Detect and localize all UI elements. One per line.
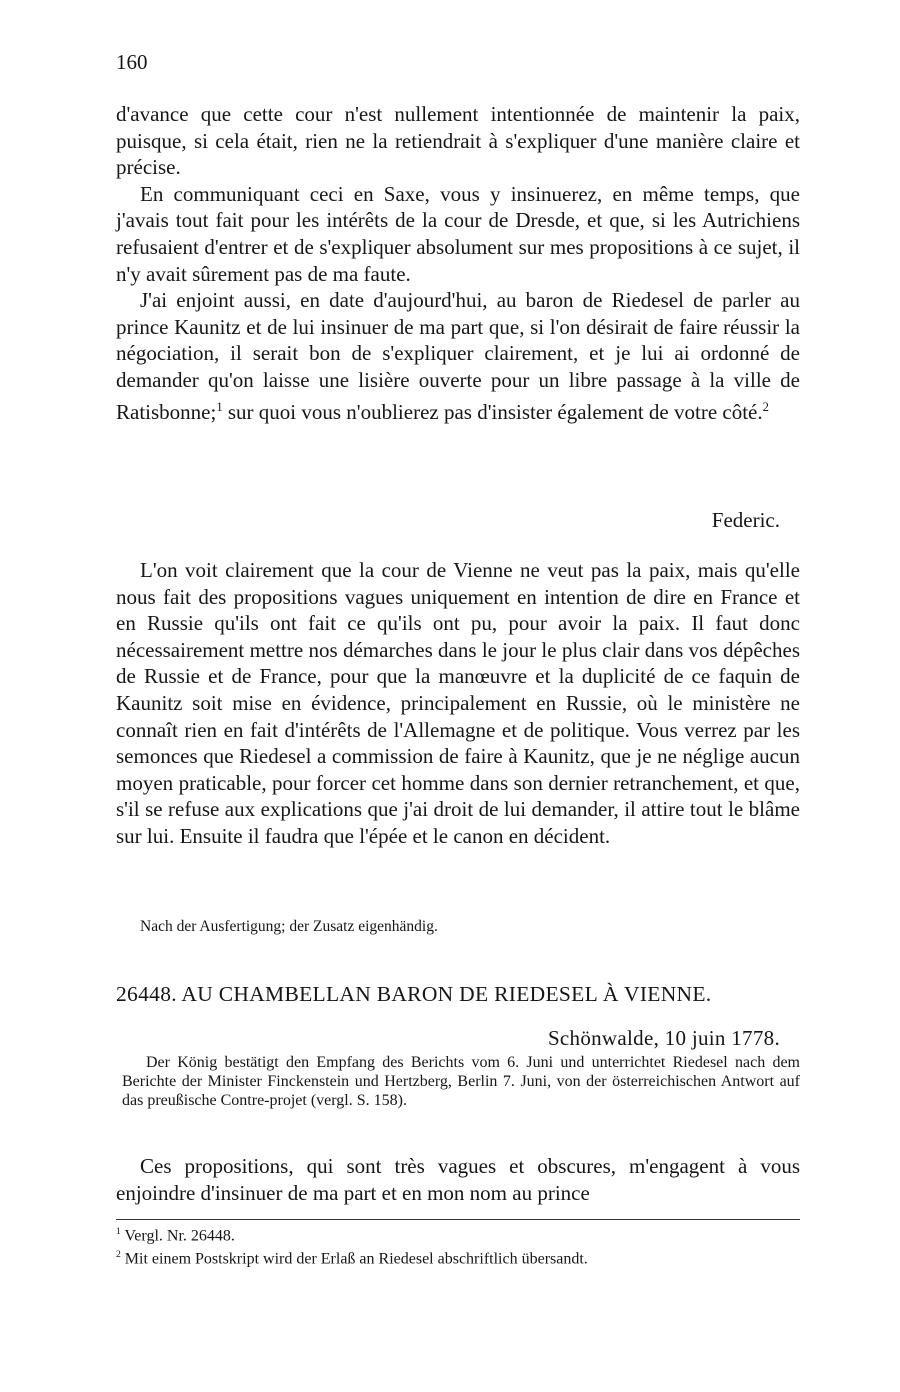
source-note: Nach der Ausfertigung; der Zusatz eigenhändig. bbox=[140, 918, 438, 935]
footnote-2-mark: 2 bbox=[116, 1249, 121, 1260]
footnote-2 bbox=[116, 1245, 800, 1269]
footnote-1-mark: 1 bbox=[116, 1226, 121, 1237]
postscript-block bbox=[116, 557, 800, 850]
dateline: Schönwalde, 10 juin 1778. bbox=[547, 1026, 780, 1050]
next-letter-body-block bbox=[116, 1153, 800, 1206]
footnote-ref-1: 1 bbox=[216, 399, 223, 414]
footnote-rule bbox=[116, 1219, 800, 1220]
footnote-1 bbox=[116, 1222, 800, 1246]
paragraph-3-text-a: J'ai enjoint aussi, en date d'aujourd'hui, au baron de Riedesel de parler au prince Kaunitz et de lui insinuer de ma part que, si l'on désirait de faire réussir la négociation, il serait bon de s'expliquer clairement, et je lui ai ordonné de demander qu'on laisse une lisière ouverte pour un libre passage à la ville de Ratisbonne; bbox=[116, 288, 800, 424]
postscript: L'on voit clairement que la cour de Vienne ne veut pas la paix, mais qu'elle nous fait des propositions vagues uniquement en intention de dire en France et en Russie qu'ils ont fait ce qu'ils ont pu, pour avoir la paix. Il faut donc nécessairement mettre nos démarches dans le jour le plus clair dans vos dépêches de Russie et de France, pour que la manœuvre et la duplicité de ce faquin de Kaunitz soit mise en évidence, principalement en Russie, où le ministère ne connaît rien en fait d'intérêts de l'Allemagne et de politique. Vous verrez par les semonces que Riedesel a commission de faire à Kaunitz, que je ne néglige aucun moyen praticable, pour forcer cet homme dans son dernier retranchement, et que, s'il se refuse aux explications que j'ai droit de lui demander, il attire tout le blâme sur lui. Ensuite il faudra que l'épée et le canon en décident. bbox=[116, 558, 800, 848]
letter-summary: Der König bestätigt den Empfang des Berichts vom 6. Juni und unterrichtet Riedesel nach dem Berichte der Minister Finckenstein und Hertzberg, Berlin 7. Juni, von der österreichischen Antwort auf das preußische Contre-projet (vergl. S. 158). bbox=[122, 1054, 800, 1109]
letter-body bbox=[116, 101, 800, 425]
footnote-1-text: Vergl. Nr. 26448. bbox=[124, 1227, 235, 1245]
paragraph-2: En communiquant ceci en Saxe, vous y insinuerez, en même temps, que j'avais tout fait pour les intérêts de la cour de Dresde, et que, si les Autrichiens refusaient d'entrer et de s'expliquer absolument sur mes propositions à ce sujet, il n'y avait sûrement pas de ma faute. bbox=[116, 181, 800, 286]
paragraph-3 bbox=[116, 287, 800, 425]
page-number: 160 bbox=[116, 50, 148, 74]
footnote-2-text: Mit einem Postskript wird der Erlaß an Riedesel abschriftlich übersandt. bbox=[124, 1250, 588, 1268]
footnote-ref-2: 2 bbox=[762, 399, 769, 414]
paragraph-1: d'avance que cette cour n'est nullement intentionnée de maintenir la paix, puisque, si cela était, rien ne la retiendrait à s'expliquer d'une manière claire et précise. bbox=[116, 102, 800, 180]
next-letter-body: Ces propositions, qui sont très vagues et obscures, m'engagent à vous enjoindre d'insinuer de ma part et en mon nom au prince bbox=[116, 1154, 800, 1205]
paragraph-3-text-b: sur quoi vous n'oublierez pas d'insister également de votre côté. bbox=[222, 399, 763, 424]
signature: Federic. bbox=[711, 508, 780, 532]
letter-heading: 26448. AU CHAMBELLAN BARON DE RIEDESEL À VIENNE. bbox=[116, 982, 712, 1006]
